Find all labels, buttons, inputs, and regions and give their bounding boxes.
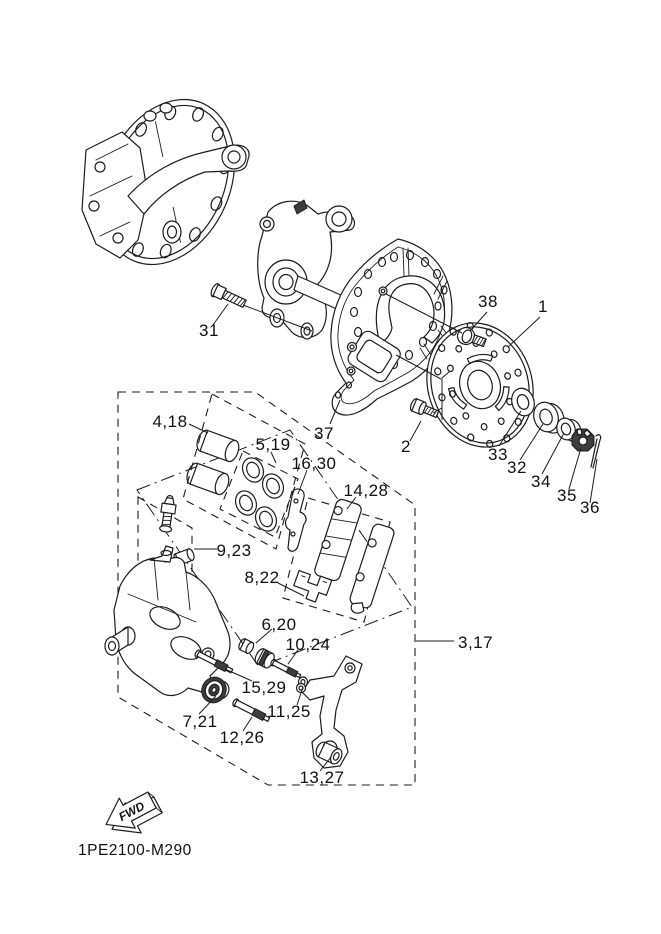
callout-31: 31 xyxy=(199,321,219,340)
callout-14-28: 14,28 xyxy=(343,481,389,500)
callout-37: 37 xyxy=(314,424,334,443)
pad-spring xyxy=(286,489,307,551)
assembled-brake-assembly xyxy=(76,78,259,286)
callout-10-24: 10,24 xyxy=(285,635,331,654)
leader-34 xyxy=(542,433,564,474)
fwd-label: FWD xyxy=(116,798,147,824)
callout-34: 34 xyxy=(531,472,551,491)
pin-bolt-10-24 xyxy=(270,659,302,680)
callout-15-29: 15,29 xyxy=(241,678,287,697)
piston-set xyxy=(184,428,241,496)
fwd-arrow xyxy=(98,784,166,846)
callout-8-22: 8,22 xyxy=(244,568,280,587)
leader-1 xyxy=(508,317,540,347)
guard-mount-hole xyxy=(379,287,387,295)
callout-5-19: 5,19 xyxy=(255,435,291,454)
callout-4-18: 4,18 xyxy=(152,412,188,431)
seal-set xyxy=(232,455,287,535)
callout-11-25: 11,25 xyxy=(267,702,311,721)
callout-7-21: 7,21 xyxy=(182,712,218,731)
callout-1: 1 xyxy=(538,297,548,316)
callout-13-27: 13,27 xyxy=(299,768,345,787)
callout-36: 36 xyxy=(580,498,600,517)
callout-33: 33 xyxy=(488,445,508,464)
leader-35 xyxy=(569,448,581,489)
callout-9-23: 9,23 xyxy=(216,541,252,560)
callout-2: 2 xyxy=(401,437,411,456)
drawing-code: 1PE2100-M290 xyxy=(78,842,192,859)
caliper-body xyxy=(105,546,230,695)
callout-3-17: 3,17 xyxy=(458,633,494,652)
callout-38: 38 xyxy=(478,292,498,311)
brake-pads xyxy=(312,498,395,617)
bolt-12-26 xyxy=(232,698,271,723)
castle-nut-35 xyxy=(572,429,594,451)
callout-16-30: 16,30 xyxy=(291,454,337,473)
callout-32: 32 xyxy=(507,458,527,477)
leader-32 xyxy=(520,424,543,460)
bolt-31 xyxy=(209,282,247,310)
callout-6-20: 6,20 xyxy=(261,615,297,634)
callout-12-26: 12,26 xyxy=(219,728,265,747)
leader-4-18 xyxy=(189,424,208,433)
callout-35: 35 xyxy=(557,486,577,505)
